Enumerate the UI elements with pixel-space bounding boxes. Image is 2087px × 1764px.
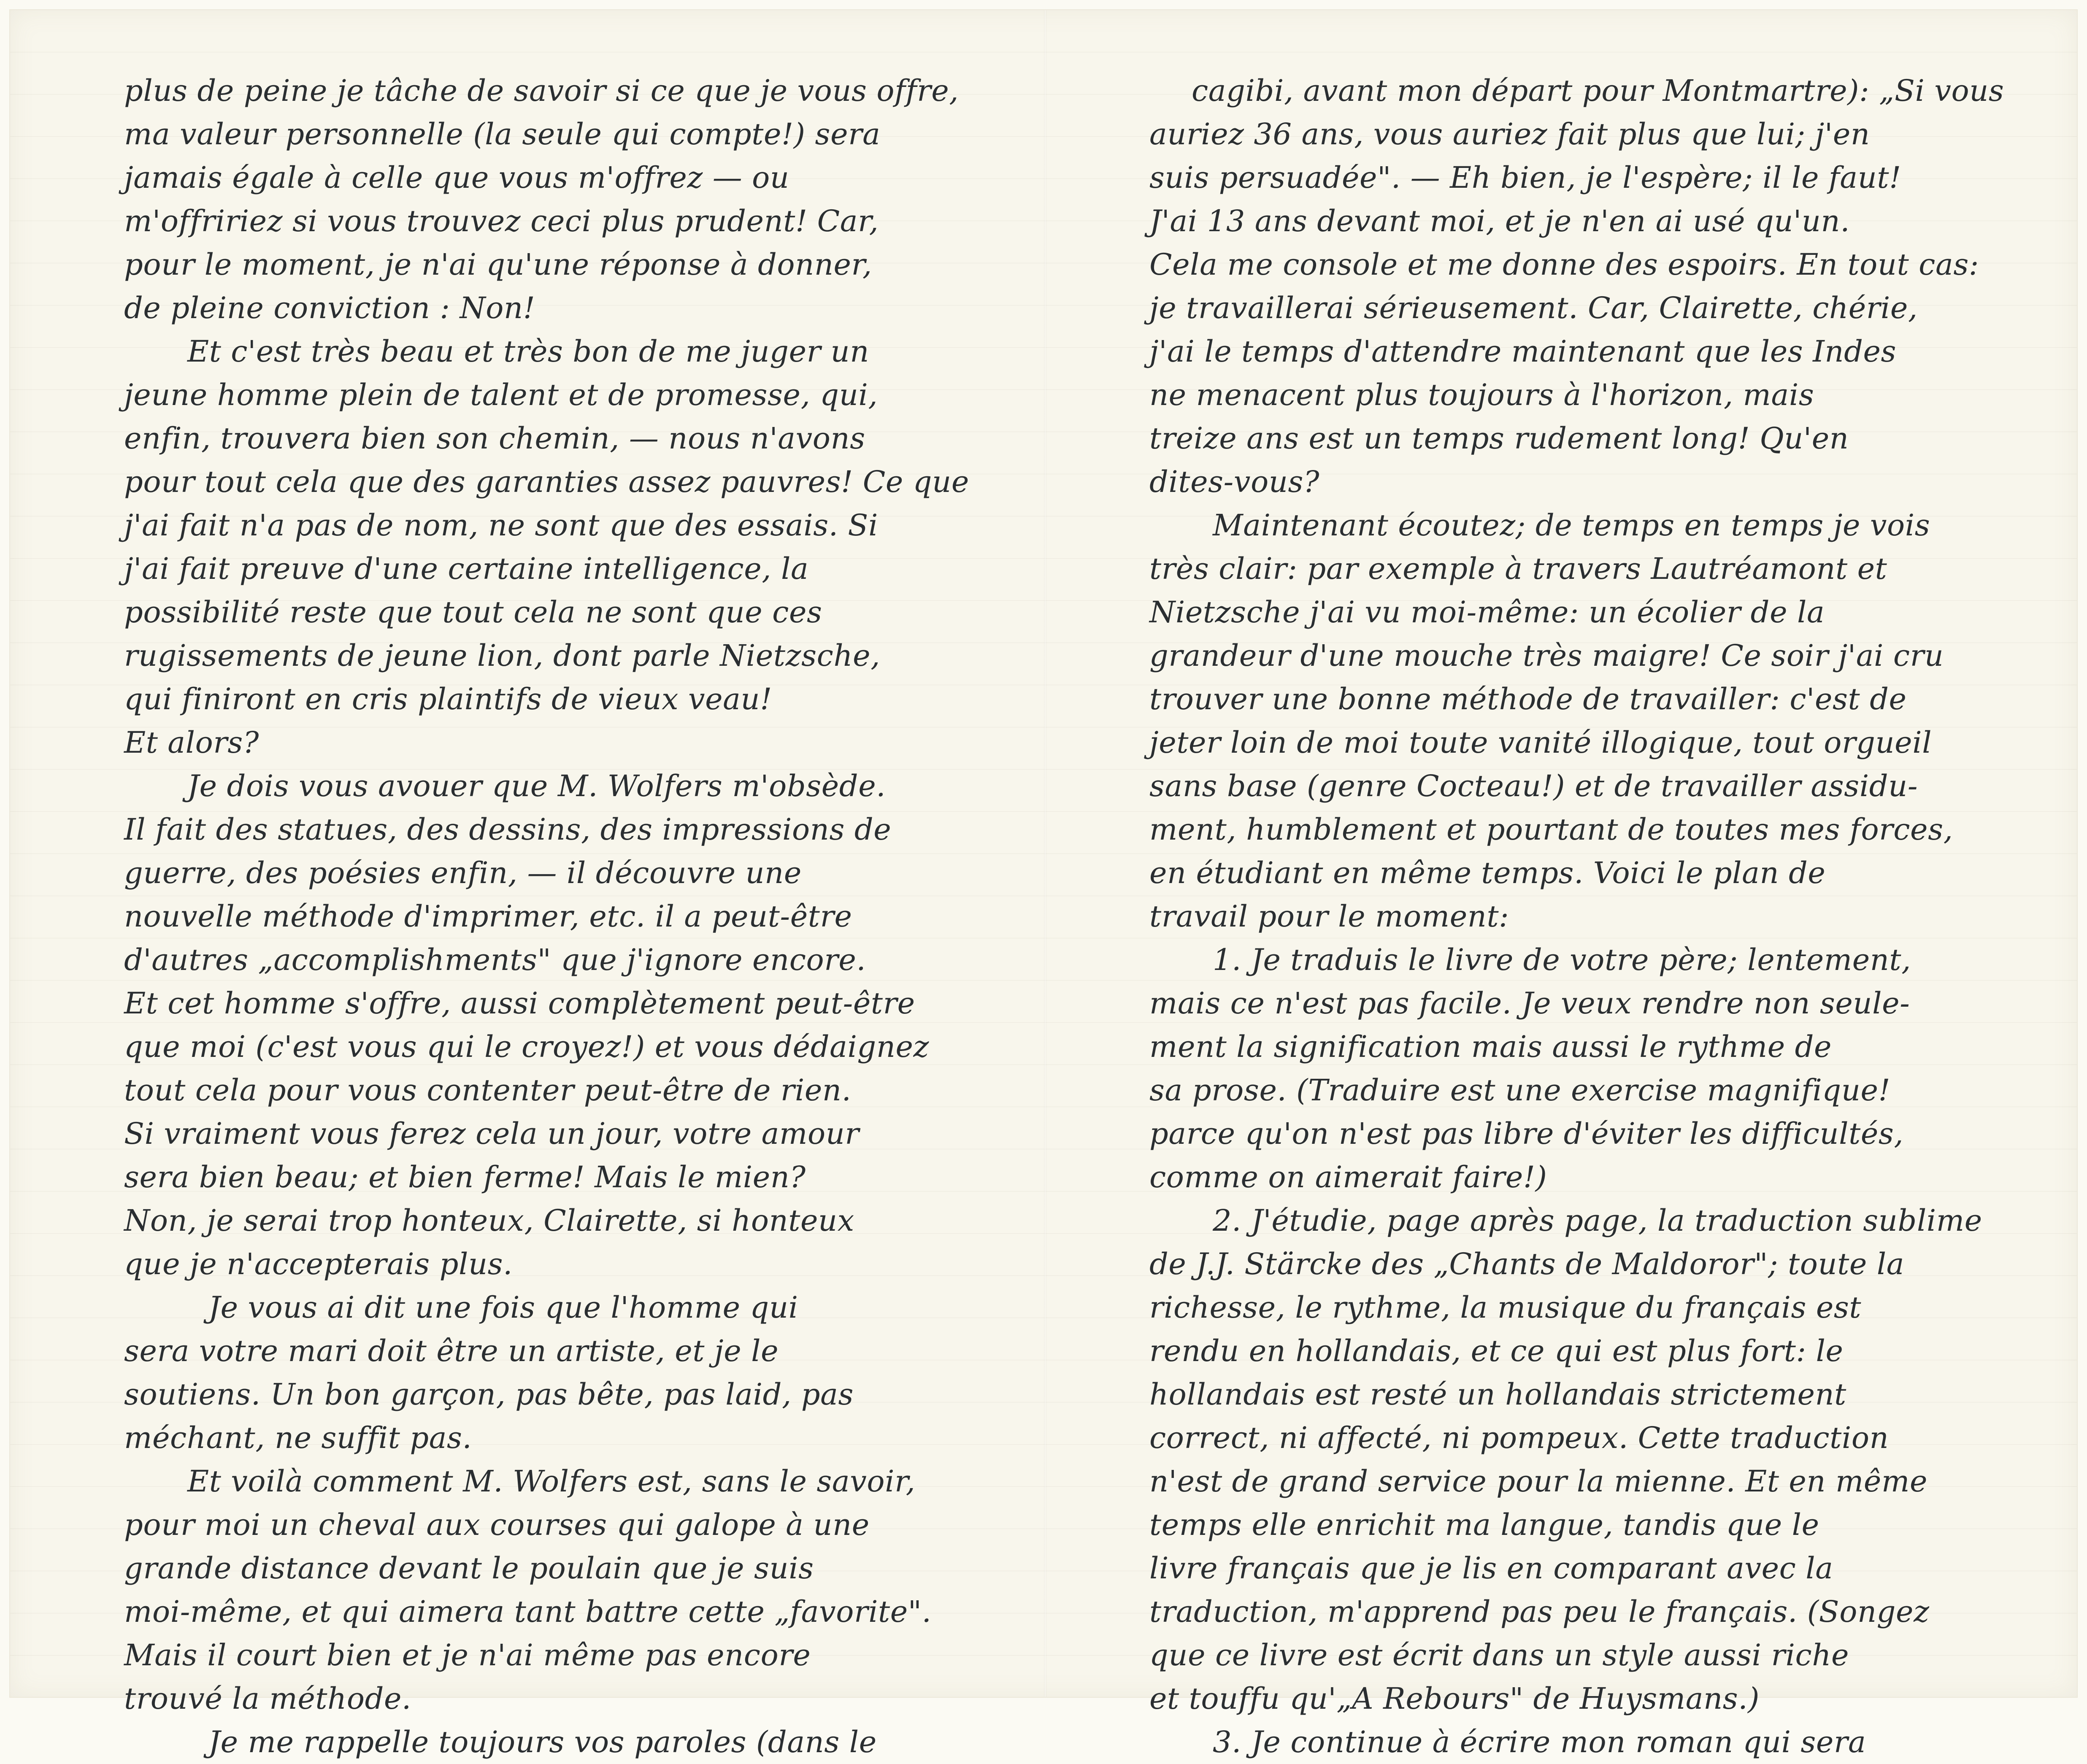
- text-line: de pleine conviction : Non!: [124, 291, 535, 325]
- text-line: de J.J. Stärcke des „Chants de Maldoror"; toute la: [1149, 1247, 1905, 1281]
- text-line: en étudiant en même temps. Voici le plan de: [1149, 856, 1826, 890]
- text-line: j'ai le temps d'attendre maintenant que les Indes: [1149, 334, 1897, 369]
- text-line: Maintenant écoutez; de temps en temps je vois: [1213, 508, 1930, 543]
- text-line: traduction, m'apprend pas peu le français. (Songez: [1149, 1594, 1930, 1629]
- text-line: temps elle enrichit ma langue, tandis que le: [1149, 1507, 1819, 1542]
- text-line: Et c'est très beau et très bon de me juger un: [187, 334, 869, 369]
- text-line: Je me rappelle toujours vos paroles (dans le: [208, 1725, 877, 1759]
- text-line: suis persuadée". — Eh bien, je l'espère; il le faut!: [1149, 160, 1901, 195]
- text-line: trouvé la méthode.: [124, 1681, 411, 1716]
- text-line: ment la signification mais aussi le rythme de: [1149, 1029, 1832, 1064]
- text-line: rugissements de jeune lion, dont parle Nietzsche,: [124, 638, 881, 673]
- text-line: guerre, des poésies enfin, — il découvre une: [124, 856, 802, 890]
- text-line: je travaillerai sérieusement. Car, Clairette, chérie,: [1149, 291, 1918, 325]
- text-line: Nietzsche j'ai vu moi-même: un écolier de la: [1149, 595, 1825, 629]
- text-line: Il fait des statues, des dessins, des impressions de: [124, 812, 892, 847]
- text-line: ne menacent plus toujours à l'horizon, mais: [1149, 378, 1814, 412]
- text-line: Mais il court bien et je n'ai même pas encore: [124, 1638, 811, 1672]
- text-line: Et alors?: [124, 725, 260, 760]
- text-line: pour le moment, je n'ai qu'une réponse à donner,: [124, 247, 872, 282]
- text-line: moi-même, et qui aimera tant battre cette „favorite".: [124, 1594, 932, 1629]
- text-line: cagibi, avant mon départ pour Montmartre): „Si vous: [1192, 73, 2004, 108]
- text-line: soutiens. Un bon garçon, pas bête, pas laid, pas: [124, 1377, 854, 1412]
- text-line: ma valeur personnelle (la seule qui compte!) sera: [124, 117, 881, 151]
- text-line: treize ans est un temps rudement long! Qu'en: [1149, 421, 1849, 456]
- text-line: Je dois vous avouer que M. Wolfers m'obsède.: [187, 769, 886, 803]
- text-line: pour tout cela que des garanties assez pauvres! Ce que: [124, 465, 969, 499]
- text-line: Cela me console et me donne des espoirs. En tout cas:: [1149, 247, 1979, 282]
- text-line: et touffu qu'„A Rebours" de Huysmans.): [1149, 1681, 1760, 1716]
- text-line: sera votre mari doit être un artiste, et je le: [124, 1334, 779, 1368]
- text-line: que ce livre est écrit dans un style aussi riche: [1149, 1638, 1849, 1672]
- text-line: Et cet homme s'offre, aussi complètement peut-être: [124, 986, 915, 1021]
- text-line: 3. Je continue à écrire mon roman qui sera: [1213, 1725, 1866, 1759]
- text-line: richesse, le rythme, la musique du français est: [1149, 1290, 1862, 1325]
- text-line: que je n'accepterais plus.: [124, 1247, 513, 1281]
- text-line: tout cela pour vous contenter peut-être de rien.: [124, 1073, 852, 1108]
- text-line: possibilité reste que tout cela ne sont que ces: [124, 595, 822, 629]
- text-line: jeter loin de moi toute vanité illogique, tout orgueil: [1149, 725, 1932, 760]
- text-line: rendu en hollandais, et ce qui est plus fort: le: [1149, 1334, 1844, 1368]
- text-line: travail pour le moment:: [1149, 899, 1509, 934]
- text-line: hollandais est resté un hollandais strictement: [1149, 1377, 1846, 1412]
- text-line: livre français que je lis en comparant avec la: [1149, 1551, 1833, 1586]
- text-line: enfin, trouvera bien son chemin, — nous n'avons: [124, 421, 865, 456]
- text-line: grandeur d'une mouche très maigre! Ce soir j'ai cru: [1149, 638, 1944, 673]
- text-line: n'est de grand service pour la mienne. Et en même: [1149, 1464, 1928, 1499]
- text-line: pour moi un cheval aux courses qui galope à une: [124, 1507, 870, 1542]
- text-line: comme on aimerait faire!): [1149, 1160, 1547, 1194]
- text-line: qui finiront en cris plaintifs de vieux veau!: [124, 682, 772, 716]
- text-line: très clair: par exemple à travers Lautréamont et: [1149, 551, 1887, 586]
- text-line: Et voilà comment M. Wolfers est, sans le savoir,: [187, 1464, 916, 1499]
- text-line: sera bien beau; et bien ferme! Mais le mien?: [124, 1160, 806, 1194]
- text-line: dites-vous?: [1149, 465, 1320, 499]
- text-line: Je vous ai dit une fois que l'homme qui: [208, 1290, 798, 1325]
- left-page: [124, 69, 1031, 1759]
- text-line: d'autres „accomplishments" que j'ignore encore.: [124, 943, 866, 977]
- center-fold: [1044, 10, 1046, 1697]
- text-line: parce qu'on n'est pas libre d'éviter les difficultés,: [1149, 1116, 1904, 1151]
- text-line: j'ai fait preuve d'une certaine intelligence, la: [124, 551, 809, 586]
- right-page: [1149, 69, 2069, 1759]
- text-line: plus de peine je tâche de savoir si ce que je vous offre,: [124, 73, 959, 108]
- text-line: ment, humblement et pourtant de toutes mes forces,: [1149, 812, 1953, 847]
- text-line: J'ai 13 ans devant moi, et je n'en ai usé qu'un.: [1149, 204, 1850, 238]
- text-line: mais ce n'est pas facile. Je veux rendre non seule-: [1149, 986, 1910, 1021]
- text-line: j'ai fait n'a pas de nom, ne sont que des essais. Si: [124, 508, 878, 543]
- letter-sheet: [9, 9, 2078, 1759]
- text-line: sa prose. (Traduire est une exercise magnifique!: [1149, 1073, 1891, 1108]
- text-line: grande distance devant le poulain que je suis: [124, 1551, 814, 1586]
- text-line: auriez 36 ans, vous auriez fait plus que lui; j'en: [1149, 117, 1870, 151]
- text-line: trouver une bonne méthode de travailler: c'est de: [1149, 682, 1907, 716]
- text-line: correct, ni affecté, ni pompeux. Cette traduction: [1149, 1421, 1889, 1455]
- text-line: Non, je serai trop honteux, Clairette, si honteux: [124, 1203, 854, 1238]
- text-line: méchant, ne suffit pas.: [124, 1421, 472, 1455]
- text-line: nouvelle méthode d'imprimer, etc. il a peut-être: [124, 899, 852, 934]
- text-line: sans base (genre Cocteau!) et de travailler assidu-: [1149, 769, 1918, 803]
- text-line: m'offririez si vous trouvez ceci plus prudent! Car,: [124, 204, 879, 238]
- text-line: jeune homme plein de talent et de promesse, qui,: [124, 378, 878, 412]
- text-line: Si vraiment vous ferez cela un jour, votre amour: [124, 1116, 860, 1151]
- text-line: 1. Je traduis le livre de votre père; lentement,: [1213, 943, 1911, 977]
- text-line: que moi (c'est vous qui le croyez!) et vous dédaignez: [124, 1029, 930, 1064]
- text-line: jamais égale à celle que vous m'offrez — ou: [124, 160, 789, 195]
- text-line: 2. J'étudie, page après page, la traduction sublime: [1213, 1203, 1982, 1238]
